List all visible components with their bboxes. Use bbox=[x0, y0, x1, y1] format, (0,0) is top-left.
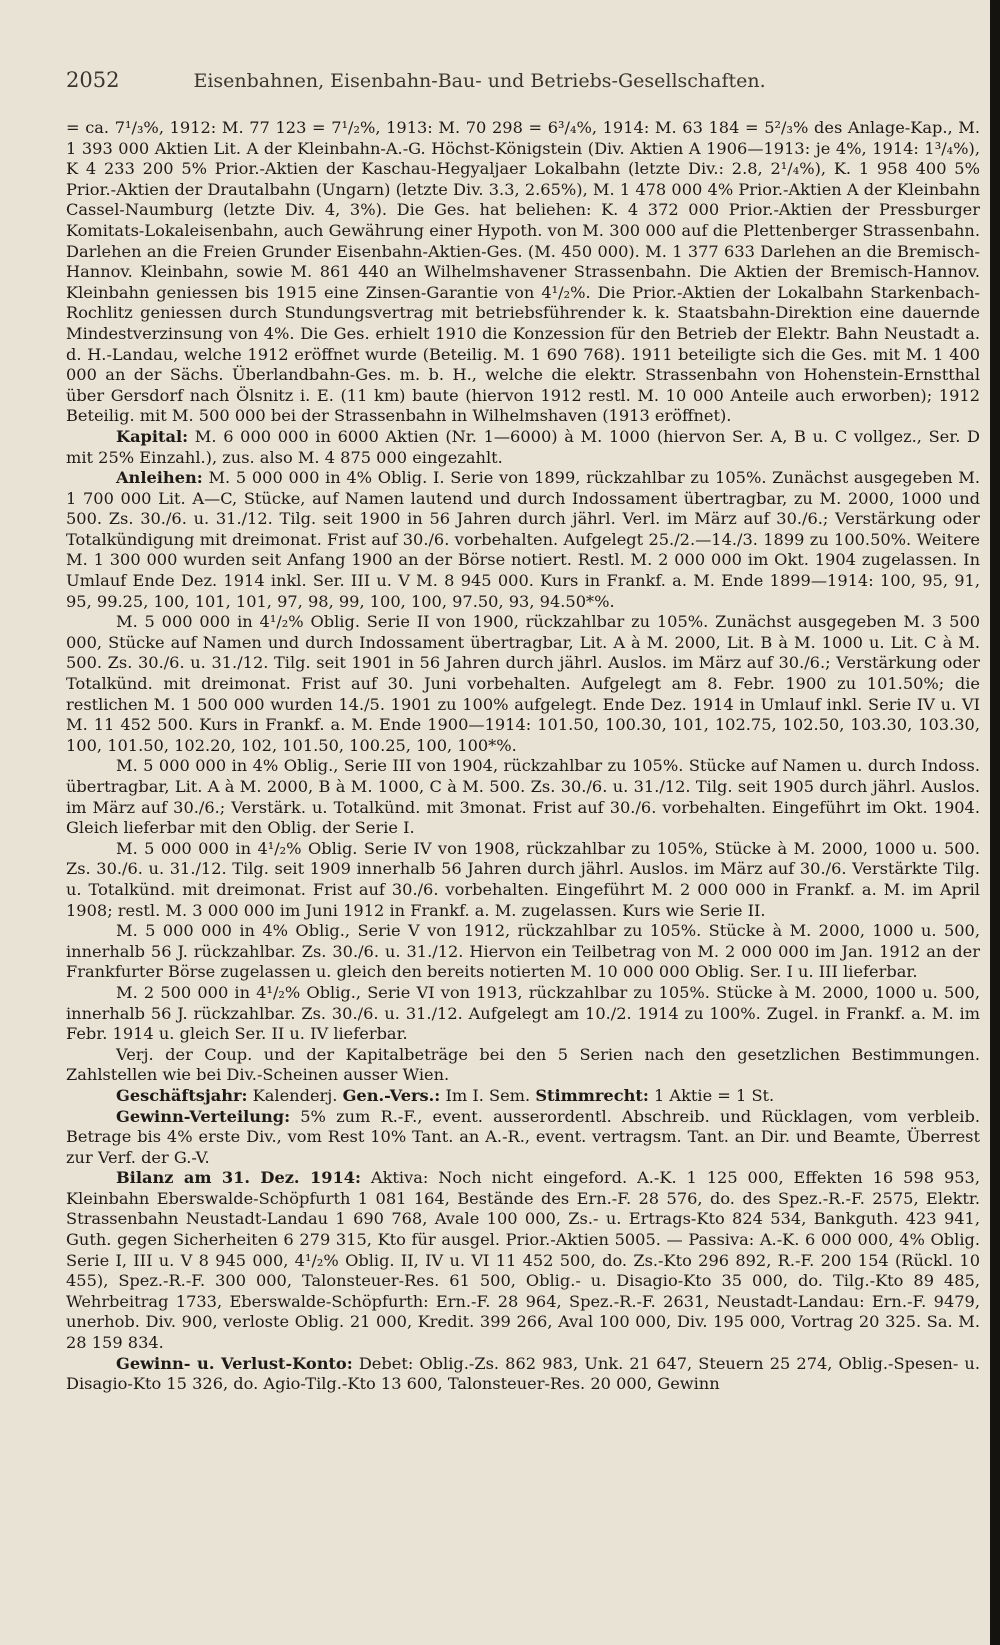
paragraph-serie-vi bbox=[66, 983, 980, 1045]
document-body bbox=[66, 118, 980, 1395]
paragraph-text: Kalenderj. bbox=[247, 1085, 343, 1105]
page-number: 2052 bbox=[66, 68, 120, 92]
paragraph-text: Verj. der Coup. und der Kapitalbeträge bei den 5 Serien nach den gesetzlichen Bestimmungen. Zahlstellen wie bei Div.-Scheinen ausser Wien. bbox=[66, 1044, 980, 1085]
paragraph-verjaehrung bbox=[66, 1045, 980, 1086]
page-header bbox=[66, 68, 980, 92]
paragraph-kapital bbox=[66, 427, 980, 468]
paragraph-serie-iv bbox=[66, 839, 980, 921]
paragraph-serie-iii bbox=[66, 756, 980, 838]
paragraph-text: = ca. 7¹/₃%, 1912: M. 77 123 = 7¹/₂%, 1913: M. 70 298 = 6³/₄%, 1914: M. 63 184 = 5²/₃% des Anlage-Kap., M. 1 393 000 Aktien Lit. A der Kleinbahn-A.-G. Höchst-Königstein (Div. Aktien A 1906—1913: je 4%, 1914: 1³/₄%), K 4 233 200 5% Prior.-Aktien der Kaschau-Hegyaljaer Lokalbahn (letzte Div.: 2.8, 2¹/₄%), K. 1 958 400 5% Prior.-Aktien der Drautalbahn (Ungarn) (letzte Div. 3.3, 2.65%), M. 1 478 000 4% Prior.-Aktien A der Kleinbahn Cassel-Naumburg (letzte Div. 4, 3%). Die Ges. hat beliehen: K. 4 372 000 Prior.-Aktien der Pressburger Komitats-Lokaleisenbahn, auch Gewährung einer Hypoth. von M. 300 000 auf die Plettenberger Strassenbahn. Darlehen an die Freien Grunder Eisenbahn-Aktien-Ges. (M. 450 000). M. 1 377 633 Darlehen an die Bremisch-Hannov. Kleinbahn, sowie M. 861 440 an Wilhelmshavener Strassenbahn. Die Aktien der Bremisch-Hannov. Kleinbahn geniessen bis 1915 eine Zinsen-Garantie von 4¹/₂%. Die Prior.-Aktien der Lokalbahn Starkenbach-Rochlitz geniessen durch Stundungsvertrag mit betriebsführender k. k. Staatsbahn-Direktion eine dauernde Mindestverzinsung von 4%. Die Ges. erhielt 1910 die Konzession für den Betrieb der Elektr. Bahn Neustadt a. d. H.-Landau, welche 1912 eröffnet wurde (Beteilig. M. 1 690 768). 1911 beteiligte sich die Ges. mit M. 1 400 000 an der Sächs. Überlandbahn-Ges. m. b. H., welche die elektr. Strassenbahn von Hohenstein-Ernstthal über Gersdorf nach Ölsnitz i. E. (11 km) baute (hiervon 1912 restl. M. 10 000 Anteile auch erworben); 1912 Beteilig. mit M. 500 000 bei der Strassenbahn in Wilhelmshaven (1913 eröffnet). bbox=[66, 118, 980, 426]
paragraph-text: Im I. Sem. bbox=[440, 1085, 536, 1105]
paragraph-text: M. 5 000 000 in 4% Oblig., Serie V von 1912, rückzahlbar zu 105%. Stücke à M. 2000, 1000 u. 500, innerhalb 56 J. rückzahlbar. Zs. 30./6. u. 31./12. Hiervon ein Teilbetrag von M. 2 000 000 im Jan. 1912 an der Frankfurter Börse zugelassen u. gleich den bereits notierten M. 10 000 000 Oblig. Ser. I u. III lieferbar. bbox=[66, 921, 980, 982]
paragraph-gewinn-verteilung bbox=[66, 1107, 980, 1169]
paragraph-intro bbox=[66, 118, 980, 427]
page-edge-shadow bbox=[990, 0, 1000, 1645]
section-lead: Gewinn-Verteilung: bbox=[116, 1106, 291, 1126]
section-lead: Gewinn- u. Verlust-Konto: bbox=[116, 1353, 353, 1373]
paragraph-geschaeftsjahr bbox=[66, 1086, 980, 1107]
paragraph-text: M. 5 000 000 in 4% Oblig. I. Serie von 1899, rückzahlbar zu 105%. Zunächst ausgegeben M. 1 700 000 Lit. A—C, Stücke, auf Namen lautend und durch Indossament übertragbar, zu M. 2000, 1000 und 500. Zs. 30./6. u. 31./12. Tilg. seit 1900 in 56 Jahren durch jährl. Verl. im März auf 30./6.; Verstärkung oder Totalkündigung mit dreimonat. Frist auf 30./6. vorbehalten. Aufgelegt 25./2.—14./3. 1899 zu 100.50%. Weitere M. 1 300 000 wurden seit Anfang 1900 an der Börse notiert. Restl. M. 2 000 000 im Okt. 1904 zugelassen. In Umlauf Ende Dez. 1914 inkl. Ser. III u. V M. 8 945 000. Kurs in Frankf. a. M. Ende 1899—1914: 100, 95, 91, 95, 99.25, 100, 101, 101, 97, 98, 99, 100, 100, 97.50, 93, 94.50*%. bbox=[66, 468, 980, 611]
section-lead: Gen.-Vers.: bbox=[342, 1085, 441, 1105]
section-lead: Bilanz am 31. Dez. 1914: bbox=[116, 1168, 361, 1188]
running-title: Eisenbahnen, Eisenbahn-Bau- und Betriebs-Gesellschaften. bbox=[193, 70, 766, 92]
paragraph-anleihen bbox=[66, 468, 980, 612]
section-lead: Geschäftsjahr: bbox=[116, 1085, 248, 1105]
paragraph-text: M. 5 000 000 in 4% Oblig., Serie III von 1904, rückzahlbar zu 105%. Stücke auf Namen u. durch Indoss. übertragbar, Lit. A à M. 2000, B à M. 1000, C à M. 500. Zs. 30./6. u. 31./12. Tilg. seit 1905 durch jährl. Auslos. im März auf 30./6.; Verstärk. u. Totalkünd. mit 3monat. Frist auf 30./6. vorbehalten. Eingeführt im Okt. 1904. Gleich lieferbar mit den Oblig. der Serie I. bbox=[66, 756, 980, 838]
paragraph-text: 5% zum R.-F., event. ausserordentl. Abschreib. und Rücklagen, vom verbleib. Betrage bis 4% erste Div., vom Rest 10% Tant. an A.-R., event. vertragsm. Tant. an Dir. und Beamte, Überrest zur Verf. der G.-V. bbox=[66, 1106, 980, 1167]
paragraph-serie-v bbox=[66, 921, 980, 983]
section-lead: Stimmrecht: bbox=[535, 1085, 649, 1105]
paragraph-text: 1 Aktie = 1 St. bbox=[648, 1085, 775, 1105]
section-lead: Anleihen: bbox=[116, 468, 203, 488]
paragraph-bilanz bbox=[66, 1168, 980, 1353]
paragraph-gewinn-verlust bbox=[66, 1354, 980, 1395]
paragraph-text: Aktiva: Noch nicht eingeford. A.-K. 1 125 000, Effekten 16 598 953, Kleinbahn Eberswalde-Schöpfurth 1 081 164, Bestände des Ern.-F. 28 576, do. des Spez.-R.-F. 2575, Elektr. Strassenbahn Neustadt-Landau 1 690 768, Avale 100 000, Zs.- u. Ertrags-Kto 824 534, Bankguth. 423 941, Guth. gegen Sicherheiten 6 279 315, Kto für ausgel. Prior.-Aktien 5005. — Passiva: A.-K. 6 000 000, 4% Oblig. Serie I, III u. V 8 945 000, 4¹/₂% Oblig. II, IV u. VI 11 452 500, do. Zs.-Kto 296 892, R.-F. 200 154 (Rückl. 10 455), Spez.-R.-F. 300 000, Talonsteuer-Res. 61 500, Oblig.- u. Disagio-Kto 35 000, do. Tilg.-Kto 89 485, Wehrbeitrag 1733, Eberswalde-Schöpfurth: Ern.-F. 28 964, Spez.-R.-F. 2631, Neustadt-Landau: Ern.-F. 9479, unerhob. Div. 900, verloste Oblig. 21 000, Kredit. 399 266, Aval 100 000, Div. 195 000, Vortrag 20 325. Sa. M. 28 159 834. bbox=[66, 1168, 980, 1353]
paragraph-text: M. 2 500 000 in 4¹/₂% Oblig., Serie VI von 1913, rückzahlbar zu 105%. Stücke à M. 2000, 1000 u. 500, innerhalb 56 J. rückzahlbar. Zs. 30./6. u. 31./12. Aufgelegt am 10./2. 1914 zu 100%. Zugel. in Frankf. a. M. im Febr. 1914 u. gleich Ser. II u. IV lieferbar. bbox=[66, 982, 980, 1044]
paragraph-text: M. 6 000 000 in 6000 Aktien (Nr. 1—6000) à M. 1000 (hiervon Ser. A, B u. C vollgez., Ser. D mit 25% Einzahl.), zus. also M. 4 875 000 eingezahlt. bbox=[66, 426, 980, 467]
paragraph-text: Debet: Oblig.-Zs. 862 983, Unk. 21 647, Steuern 25 274, Oblig.-Spesen- u. Disagio-Kto 15 326, do. Agio-Tilg.-Kto 13 600, Talonsteuer-Res. 20 000, Gewinn bbox=[66, 1353, 981, 1394]
paragraph-text: M. 5 000 000 in 4¹/₂% Oblig. Serie II von 1900, rückzahlbar zu 105%. Zunächst ausgegeben M. 3 500 000, Stücke auf Namen und durch Indossament übertragbar, Lit. A à M. 2000, Lit. B à M. 1000 u. Lit. C à M. 500. Zs. 30./6. u. 31./12. Tilg. seit 1901 in 56 Jahren durch jährl. Auslos. im März auf 30./6.; Verstärkung oder Totalkünd. mit dreimonat. Frist auf 30. Juni vorbehalten. Aufgelegt am 8. Febr. 1900 zu 101.50%; die restlichen M. 1 500 000 wurden 14./5. 1901 zu 100% aufgelegt. Ende Dez. 1914 in Umlauf inkl. Serie IV u. VI M. 11 452 500. Kurs in Frankf. a. M. Ende 1900—1914: 101.50, 100.30, 101, 102.75, 102.50, 103.30, 103.30, 100, 101.50, 102.20, 102, 101.50, 100.25, 100, 100*%. bbox=[66, 612, 980, 755]
paragraph-text: M. 5 000 000 in 4¹/₂% Oblig. Serie IV von 1908, rückzahlbar zu 105%, Stücke à M. 2000, 1000 u. 500. Zs. 30./6. u. 31./12. Tilg. seit 1909 innerhalb 56 Jahren durch jährl. Auslos. im März auf 30./6. Verstärkte Tilg. u. Totalkünd. mit dreimonat. Frist auf 30./6. vorbehalten. Eingeführt M. 2 000 000 in Frankf. a. M. im April 1908; restl. M. 3 000 000 im Juni 1912 in Frankf. a. M. zugelassen. Kurs wie Serie II. bbox=[66, 838, 980, 920]
paragraph-serie-ii bbox=[66, 612, 980, 756]
section-lead: Kapital: bbox=[116, 426, 189, 446]
